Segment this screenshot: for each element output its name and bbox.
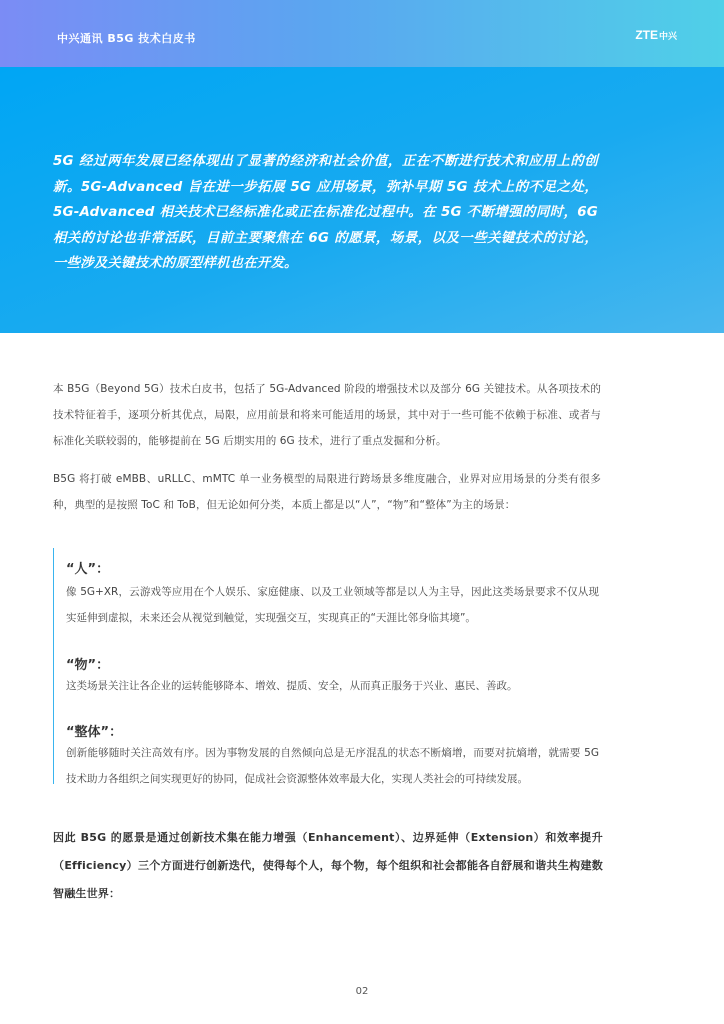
hero-banner <box>0 67 724 333</box>
vision-conclusion: 因此 B5G 的愿景是通过创新技术集在能力增强（Enhancement）、边界延伸（Extension）和效率提升（Efficiency）三个方面进行创新迭代，使得每个人，每个物，每个组织和社会都能各自舒展和谐共生构建数智融生世界： <box>53 831 603 900</box>
scenario-text-people: 像 5G+XR，云游戏等应用在个人娱乐、家庭健康、以及工业领域等都是以人为主导，因此这类场景要求不仅从现实延伸到虚拟，未来还会从视觉到触觉，实现强交互，实现真正的“天涯比邻身临其境”。 <box>66 586 599 624</box>
logo-text-cn: 中兴 <box>658 31 677 41</box>
scenario-title-things: “物”： <box>66 658 110 673</box>
scenario-paragraph: B5G 将打破 eMBB、uRLLC、mMTC 单一业务模型的局限进行跨场景多维度融合，业界对应用场景的分类有很多种，典型的是按照 ToC 和 ToB，但无论如何分类，本质上都是以“人”，“物”和“整体”为主的场景： <box>53 473 601 511</box>
scenario-title-people: “人”： <box>66 562 110 577</box>
scenario-text-whole: 创新能够随时关注高效有序。因为事物发展的自然倾向总是无序混乱的状态不断熵增，而要对抗熵增，就需要 5G 技术助力各组织之间实现更好的协同，促成社会资源整体效率最大化，实现人类社会的可持续发展。 <box>66 747 599 785</box>
intro-paragraph: 本 B5G（Beyond 5G）技术白皮书，包括了 5G-Advanced 阶段的增强技术以及部分 6G 关键技术。从各项技术的技术特征着手，逐项分析其优点，局限，应用前景和将来可能适用的场景，其中对于一些可能不依赖于标准、或者与标准化关联较弱的，能够提前在 5G 后期实用的 6G 技术，进行了重点发掘和分析。 <box>53 383 601 447</box>
scenario-quote-block <box>53 548 601 784</box>
hero-summary: 5G 经过两年发展已经体现出了显著的经济和社会价值，正在不断进行技术和应用上的创新。5G-Advanced 旨在进一步拓展 5G 应用场景，弥补早期 5G 技术上的不足之处，5G-Advanced 相关技术已经标准化或正在标准化过程中。在 5G 不断增强的同时，6G 相关的讨论也非常活跃，目前主要聚焦在 6G 的愿景，场景，以及一些关键技术的讨论，一些涉及关键技术的原型样机也在开发。 <box>53 154 598 271</box>
scenario-title-whole: “整体”： <box>66 725 123 740</box>
document-title: 中兴通讯 B5G 技术白皮书 <box>57 32 196 45</box>
page-number: 02 <box>355 986 369 997</box>
header-bar <box>0 0 724 67</box>
zte-logo <box>635 28 677 42</box>
scenario-text-things: 这类场景关注让各企业的运转能够降本、增效、提质、安全，从而真正服务于兴业、惠民、善政。 <box>66 680 518 692</box>
logo-text-en: ZTE <box>635 28 658 42</box>
